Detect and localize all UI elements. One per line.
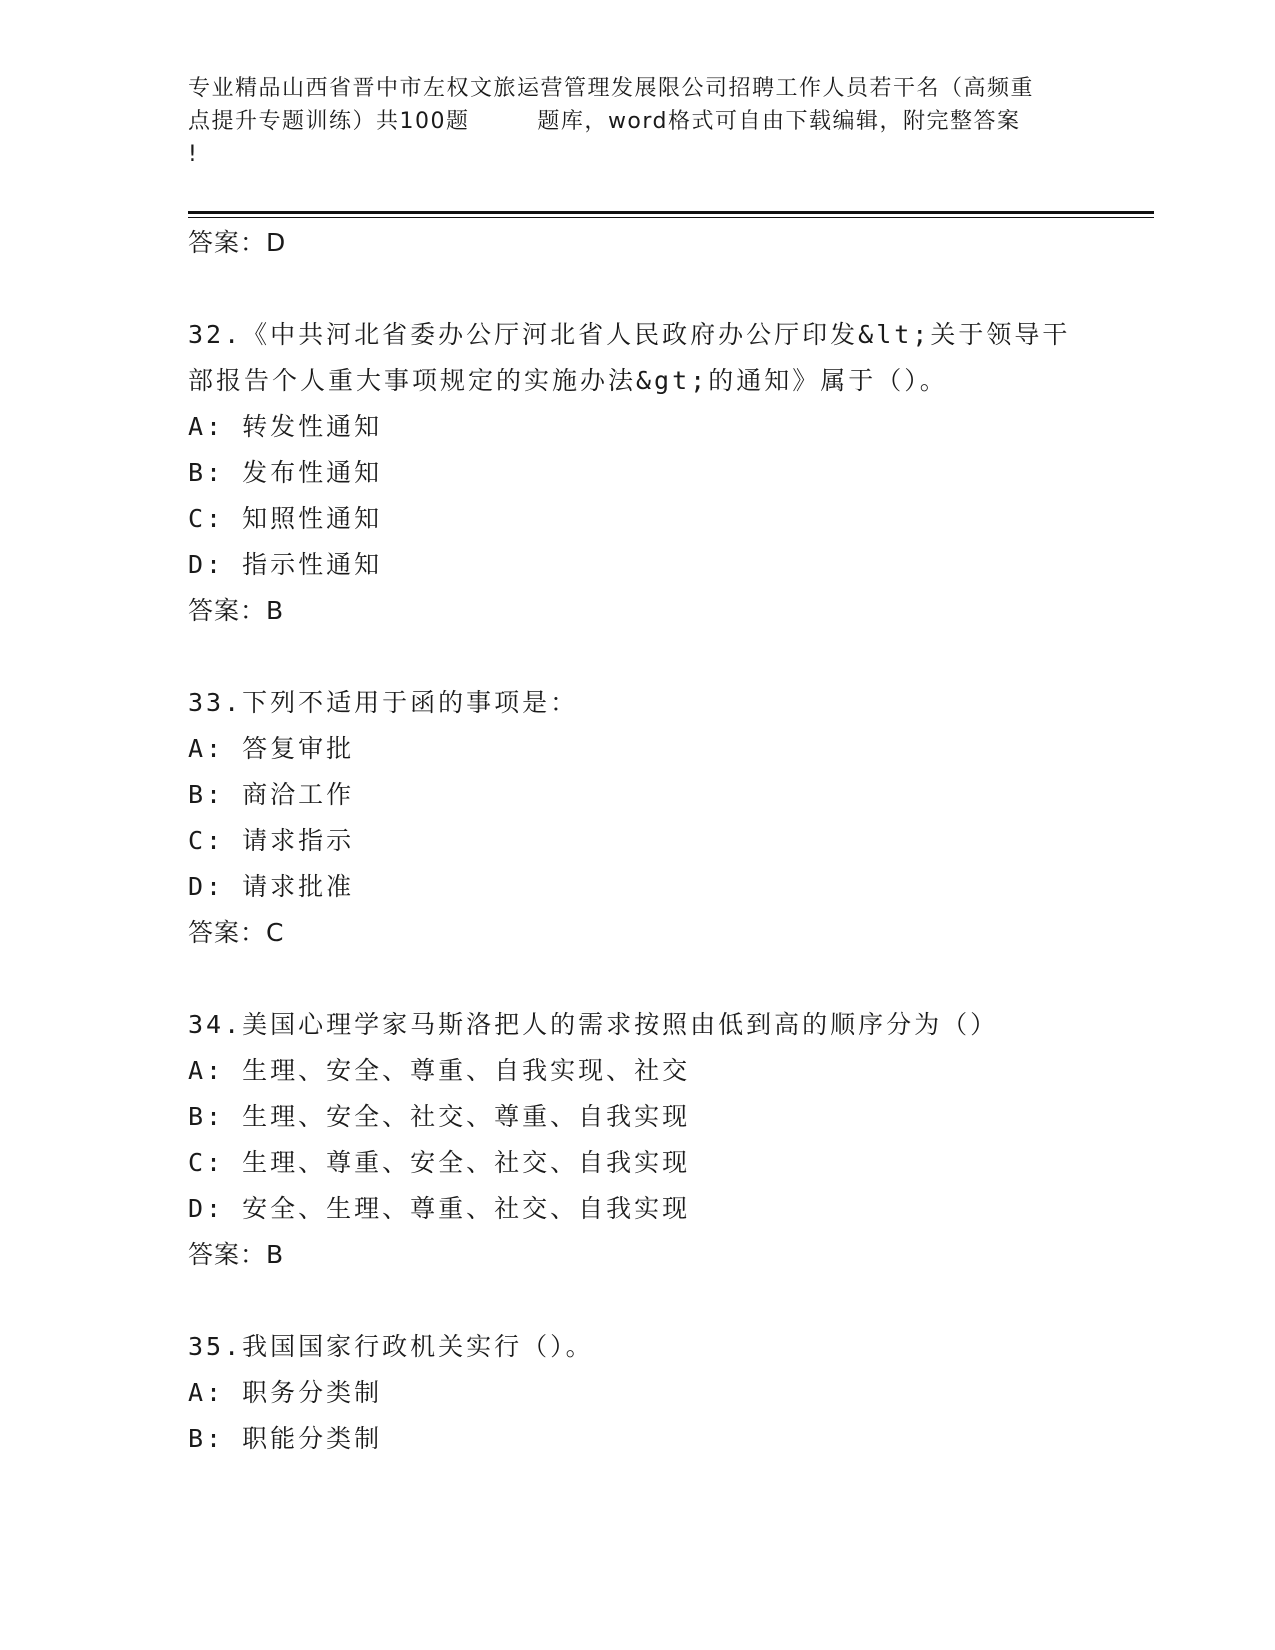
question-stem: 32.《中共河北省委办公厅河北省人民政府办公厅印发&lt;关于领导干 — [188, 320, 1071, 349]
option-d: D: 指示性通知 — [188, 550, 383, 579]
option-b: B: 发布性通知 — [188, 458, 383, 487]
option-a: A: 职务分类制 — [188, 1378, 383, 1407]
document-header — [188, 72, 1088, 171]
question-stem: 34.美国心理学家马斯洛把人的需求按照由低到高的顺序分为（） — [188, 1010, 999, 1039]
option-b: B: 生理、安全、社交、尊重、自我实现 — [188, 1102, 691, 1131]
spacer — [188, 956, 1148, 1002]
question-35 — [188, 1324, 1148, 1462]
option-a: A: 答复审批 — [188, 734, 355, 763]
question-stem: 33.下列不适用于函的事项是： — [188, 688, 579, 717]
header-line-3: ! — [188, 142, 199, 167]
option-d: D: 请求批准 — [188, 872, 355, 901]
answer-31: 答案：D — [188, 228, 287, 257]
question-33 — [188, 680, 1148, 956]
option-b: B: 职能分类制 — [188, 1424, 383, 1453]
option-d: D: 安全、生理、尊重、社交、自我实现 — [188, 1194, 691, 1223]
spacer — [188, 266, 1148, 312]
question-stem: 35.我国国家行政机关实行（）。 — [188, 1332, 594, 1361]
header-line-2: 点提升专题训练）共100题 题库，word格式可自由下载编辑，附完整答案 — [188, 109, 1021, 134]
header-line-1: 专业精品山西省晋中市左权文旅运营管理发展限公司招聘工作人员若干名（高频重 — [188, 76, 1035, 101]
spacer — [188, 1278, 1148, 1324]
answer-33: 答案：C — [188, 918, 285, 947]
question-34 — [188, 1002, 1148, 1278]
question-list — [188, 220, 1148, 1462]
option-b: B: 商洽工作 — [188, 780, 355, 809]
answer-34: 答案：B — [188, 1240, 285, 1269]
header-rule-thin — [188, 217, 1154, 218]
option-c: C: 请求指示 — [188, 826, 355, 855]
option-c: C: 生理、尊重、安全、社交、自我实现 — [188, 1148, 691, 1177]
option-c: C: 知照性通知 — [188, 504, 383, 533]
header-rule-thick — [188, 211, 1154, 214]
question-stem: 部报告个人重大事项规定的实施办法&gt;的通知》属于（）。 — [188, 366, 948, 395]
option-a: A: 生理、安全、尊重、自我实现、社交 — [188, 1056, 691, 1085]
option-a: A: 转发性通知 — [188, 412, 383, 441]
question-32 — [188, 312, 1148, 634]
answer-32: 答案：B — [188, 596, 285, 625]
spacer — [188, 634, 1148, 680]
